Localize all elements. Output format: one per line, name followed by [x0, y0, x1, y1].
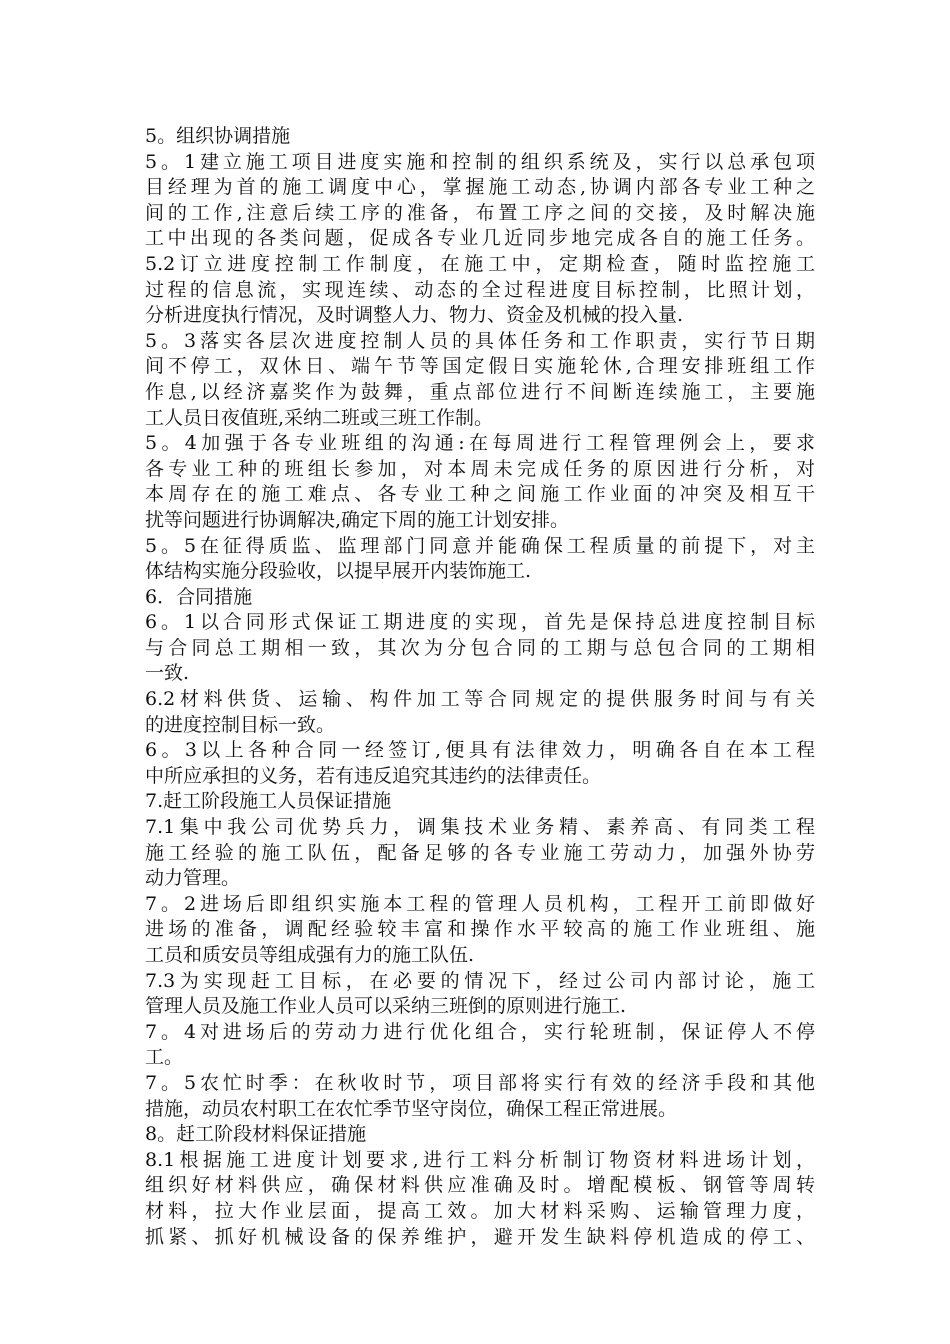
- text-line: 5。4加强于各专业班组的沟通:在每周进行工程管理例会上，要求: [145, 432, 815, 455]
- text-line: 一致.: [145, 662, 190, 685]
- text-line: 5.2订立进度控制工作制度，在施工中，定期检查，随时监控施工: [145, 252, 815, 275]
- text-line: 动力管理。: [145, 867, 241, 890]
- text-line: 7。2进场后即组织实施本工程的管理人员机构，工程开工前即做好: [145, 892, 815, 915]
- text-line: 5。3落实各层次进度控制人员的具体任务和工作职责，实行节日期: [145, 329, 815, 352]
- text-line: 7.赶工阶段施工人员保证措施: [145, 790, 392, 813]
- text-line: 本周存在的施工难点、各专业工种之间施工作业面的冲突及相互干: [145, 483, 815, 506]
- text-line: 分析进度执行情况，及时调整人力、物力、资金及机械的投入量.: [145, 304, 684, 327]
- text-line: 间的工作,注意后续工序的准备，布置工序之间的交接，及时解决施: [145, 201, 815, 224]
- text-line: 6.2材料供货、运输、构件加工等合同规定的提供服务时间与有关: [145, 688, 815, 711]
- text-line: 7.1集中我公司优势兵力，调集技术业务精、素养高、有同类工程: [145, 816, 815, 839]
- text-line: 体结构实施分段验收，以提早展开内装饰施工.: [145, 560, 532, 583]
- text-line: 工员和质安员等组成强有力的施工队伍.: [145, 944, 475, 966]
- text-line: 5。5在征得质监、监理部门同意并能确保工程质量的前提下，对主: [145, 534, 815, 557]
- text-line: 进场的准备，调配经验较丰富和操作水平较高的施工作业班组、施: [145, 918, 815, 941]
- text-line: 中所应承担的义务，若有违反追究其违约的法律责任。: [145, 764, 602, 787]
- text-line: 作息,以经济嘉奖作为鼓舞，重点部位进行不间断连续施工，主要施: [145, 380, 815, 403]
- text-line: 工。: [145, 1046, 184, 1069]
- text-line: 组织好材料供应，确保材料供应准确及时。增配模板、钢管等周转: [145, 1174, 815, 1197]
- text-line: 扰等问题进行协调解决,确定下周的施工计划安排。: [145, 508, 570, 531]
- text-line: 7。5农忙时季：在秋收时节，项目部将实行有效的经济手段和其他: [145, 1071, 815, 1094]
- text-line: 7.3为实现赶工目标，在必要的情况下，经过公司内部讨论，施工: [145, 969, 815, 992]
- text-line: 7。4对进场后的劳动力进行优化组合，实行轮班制，保证停人不停: [145, 1020, 815, 1043]
- text-line: 6。1以合同形式保证工期进度的实现，首先是保持总进度控制目标: [145, 611, 815, 634]
- text-line: 间不停工，双休日、端午节等国定假日实施轮休,合理安排班组工作: [145, 355, 815, 378]
- text-line: 措施，动员农村职工在农忙季节坚守岗位，确保工程正常进展。: [145, 1097, 678, 1120]
- text-line: 与合同总工期相一致，其次为分包合同的工期与总包合同的工期相: [145, 636, 815, 659]
- text-line: 工人员日夜值班,采纳二班或三班工作制。: [145, 406, 494, 429]
- text-line: 8.1根据施工进度计划要求,进行工料分析制订物资材料进场计划，: [145, 1148, 815, 1171]
- text-line: 过程的信息流，实现连续、动态的全过程进度目标控制，比照计划，: [145, 278, 815, 301]
- document-body: [145, 124, 815, 1250]
- text-line: 抓紧、抓好机械设备的保养维护，避开发生缺料停机造成的停工、: [145, 1225, 815, 1248]
- text-line: 目经理为首的施工调度中心，掌握施工动态,协调内部各专业工种之: [145, 176, 815, 199]
- text-line: 8。赶工阶段材料保证措施: [145, 1123, 367, 1146]
- text-line: 6．合同措施: [145, 585, 253, 608]
- text-line: 5。1建立施工项目进度实施和控制的组织系统及，实行以总承包项: [145, 150, 815, 173]
- text-line: 工中出现的各类问题，促成各专业几近同步地完成各自的施工任务。: [145, 227, 815, 250]
- text-line: 各专业工种的班组长参加，对本周未完成任务的原因进行分析，对: [145, 457, 815, 480]
- text-line: 的进度控制目标一致。: [145, 713, 336, 736]
- text-line: 施工经验的施工队伍，配备足够的各专业施工劳动力，加强外协劳: [145, 841, 815, 864]
- text-line: 材料，拉大作业层面，提高工效。加大材料采购、运输管理力度，: [145, 1199, 815, 1222]
- text-line: 6。3以上各种合同一经签订,便具有法律效力，明确各自在本工程: [145, 739, 815, 762]
- text-line: 5。组织协调措施: [145, 125, 291, 147]
- text-line: 管理人员及施工作业人员可以采纳三班倒的原则进行施工.: [145, 995, 627, 1018]
